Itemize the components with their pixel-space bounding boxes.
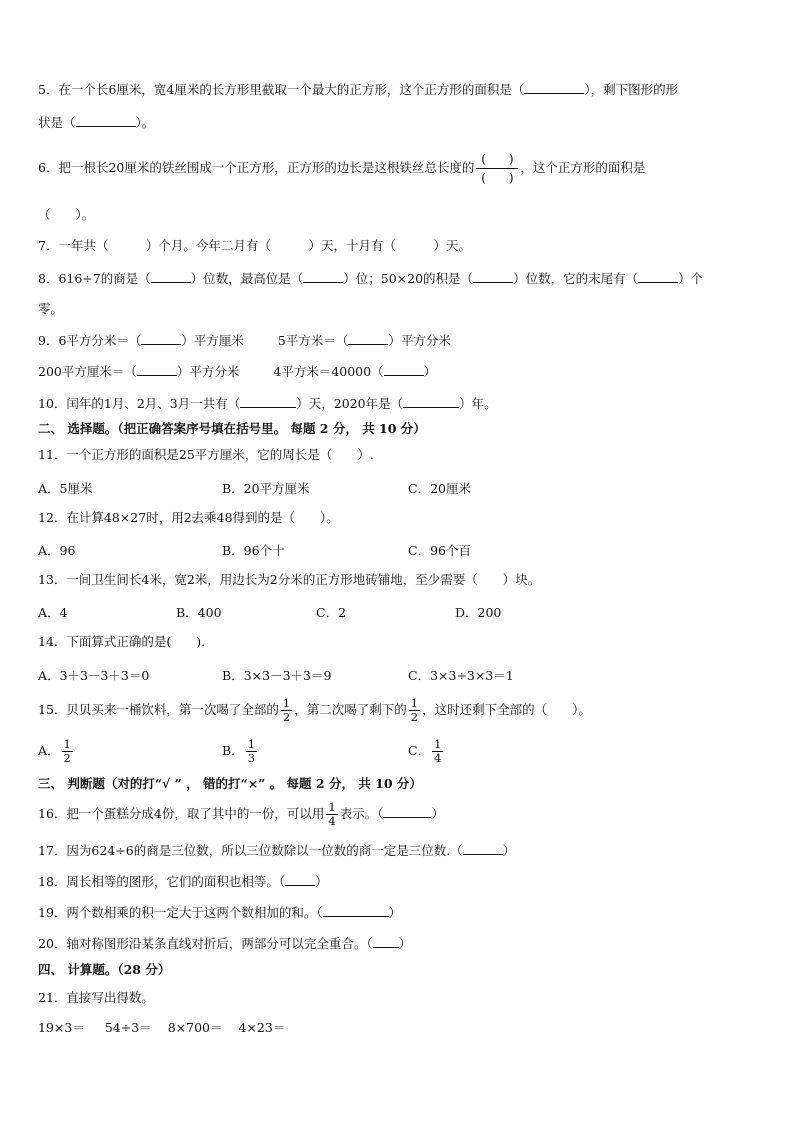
section-3-heading: 三、 判断题（对的打“√ ” ， 错的打“×” 。 每题 2 分， 共 10 分）: [38, 776, 422, 791]
question-18: 18．周长相等的图形，它们的面积也相等。（ ）: [38, 874, 328, 889]
question-9-line-1: 9．6平方分米＝（ ）平方厘米 5平方米＝（ ）平方分米: [38, 333, 451, 348]
question-9-line-2: 200平方厘米＝（ ）平方分米 4平方米＝40000（ ）: [38, 364, 437, 379]
option-b[interactable]: B．96个十: [222, 543, 285, 558]
section-2-heading: 二、 选择题。（把正确答案序号填在括号里。 每题 2 分， 共 10 分）: [38, 421, 426, 436]
question-10: 10．闰年的1月、2月、3月一共有（ ）天，2020年是（ ）年。: [38, 396, 497, 411]
fraction: $\frac{1}{4}$: [328, 800, 336, 828]
question-6-line-1: [38, 146, 754, 190]
question-14: 14．下面算式正确的是( ).: [38, 634, 206, 649]
fraction-blank[interactable]: ( ) ( ): [476, 151, 518, 186]
option-d[interactable]: D．200: [455, 605, 502, 620]
answer-blank[interactable]: [384, 364, 424, 376]
option-c[interactable]: C．20厘米: [408, 481, 471, 496]
calc-item: 54÷3＝: [104, 1020, 152, 1035]
option-b[interactable]: B．20平方厘米: [222, 481, 310, 496]
question-5-line-2: [38, 115, 754, 131]
option-c[interactable]: C． $\frac{1}{4}$: [408, 737, 442, 765]
calc-item: 4×23＝: [238, 1020, 286, 1035]
question-12: 12．在计算48×27时，用2去乘48得到的是（ ）。: [38, 510, 339, 525]
question-6-text-b: ，这个正方形的面积是: [520, 160, 646, 175]
question-8-line-2: 零。: [38, 301, 64, 316]
calculation-row: [38, 1020, 754, 1036]
option-c[interactable]: C．2: [316, 605, 347, 620]
question-6-text-a: 6．把一根长20厘米的铁丝围成一个正方形，正方形的边长是这根铁丝总长度的: [38, 160, 475, 175]
fraction: $\frac{1}{2}$: [282, 696, 291, 724]
answer-blank[interactable]: [151, 271, 191, 283]
question-20: 20．轴对称图形沿某条直线对折后，两部分可以完全重合。（ ）: [38, 936, 412, 951]
question-5-text-d: ）。: [135, 115, 155, 130]
answer-blank[interactable]: [76, 115, 136, 127]
question-11: 11．一个正方形的面积是25平方厘米，它的周长是（ ）.: [38, 447, 374, 462]
answer-blank[interactable]: [463, 843, 503, 855]
question-5-text-b: ），剩下图形的形: [584, 82, 679, 97]
option-a[interactable]: A． $\frac{1}{2}$: [38, 737, 71, 765]
question-7-text: 7．一年共（ ）个月。今年二月有（ ）天，十月有（ ）天。: [38, 238, 471, 253]
question-7: [38, 238, 754, 254]
option-a[interactable]: A．3＋3－3＋3＝0: [38, 668, 150, 683]
answer-blank[interactable]: [303, 271, 343, 283]
question-15: 15．贝贝买来一桶饮料，第一次喝了全部的 $\frac{1}{2}$ ，第二次喝了剩下的 $\frac{1}{2}$ ，这时还剩下全部的（ ）。: [38, 696, 591, 724]
option-c[interactable]: C．3×3÷3×3＝1: [408, 668, 514, 683]
section-4-heading: 四、 计算题。（28 分）: [38, 962, 171, 977]
question-17: 17．因为624÷6的商是三位数，所以三位数除以一位数的商一定是三位数.（ ）: [38, 843, 516, 858]
calc-item: 19×3＝: [38, 1020, 85, 1035]
option-b[interactable]: B．3×3－3＋3＝9: [222, 668, 332, 683]
answer-blank[interactable]: [403, 396, 459, 408]
question-19: 19．两个数相乘的积一定大于这两个数相加的和。（ ）: [38, 905, 402, 920]
answer-blank[interactable]: [141, 333, 181, 345]
question-5-text-c: 状是（: [38, 115, 76, 130]
answer-blank[interactable]: [348, 333, 388, 345]
question-8-line-1: 8．616÷7的商是（ ）位数，最高位是（ ）位；50×20的积是（ ）位数，它的末尾有（ ）个: [38, 271, 704, 286]
answer-blank[interactable]: [638, 271, 678, 283]
option-a[interactable]: A．5厘米: [38, 481, 93, 496]
answer-blank[interactable]: [137, 364, 177, 376]
question-6-text-c: （ ）。: [38, 207, 95, 222]
option-c[interactable]: C．96个百: [408, 543, 471, 558]
option-a[interactable]: A．4: [38, 605, 68, 620]
answer-blank[interactable]: [240, 396, 296, 408]
question-13: 13．一间卫生间长4米，宽2米，用边长为2分米的正方形地砖铺地，至少需要（ ）块。: [38, 572, 541, 587]
fraction: $\frac{1}{2}$: [410, 696, 419, 724]
question-21: 21．直接写出得数。: [38, 990, 154, 1005]
question-5-text-a: 5．在一个长6厘米，宽4厘米的长方形里截取一个最大的正方形，这个正方形的面积是（: [38, 82, 525, 97]
option-a[interactable]: A．96: [38, 543, 76, 558]
question-16: 16．把一个蛋糕分成4份，取了其中的一份，可以用 $\frac{1}{4}$ 表示。（ ）: [38, 800, 444, 828]
answer-blank[interactable]: [473, 271, 513, 283]
option-b[interactable]: B． $\frac{1}{3}$: [222, 737, 256, 765]
question-6-line-2: [38, 207, 754, 223]
answer-blank[interactable]: [524, 82, 584, 94]
answer-blank[interactable]: [285, 874, 315, 886]
option-b[interactable]: B．400: [176, 605, 222, 620]
question-5-line-1: [38, 82, 754, 98]
answer-blank[interactable]: [323, 905, 389, 917]
answer-blank[interactable]: [383, 806, 431, 818]
calc-item: 8×700＝: [167, 1020, 223, 1035]
answer-blank[interactable]: [373, 936, 399, 948]
